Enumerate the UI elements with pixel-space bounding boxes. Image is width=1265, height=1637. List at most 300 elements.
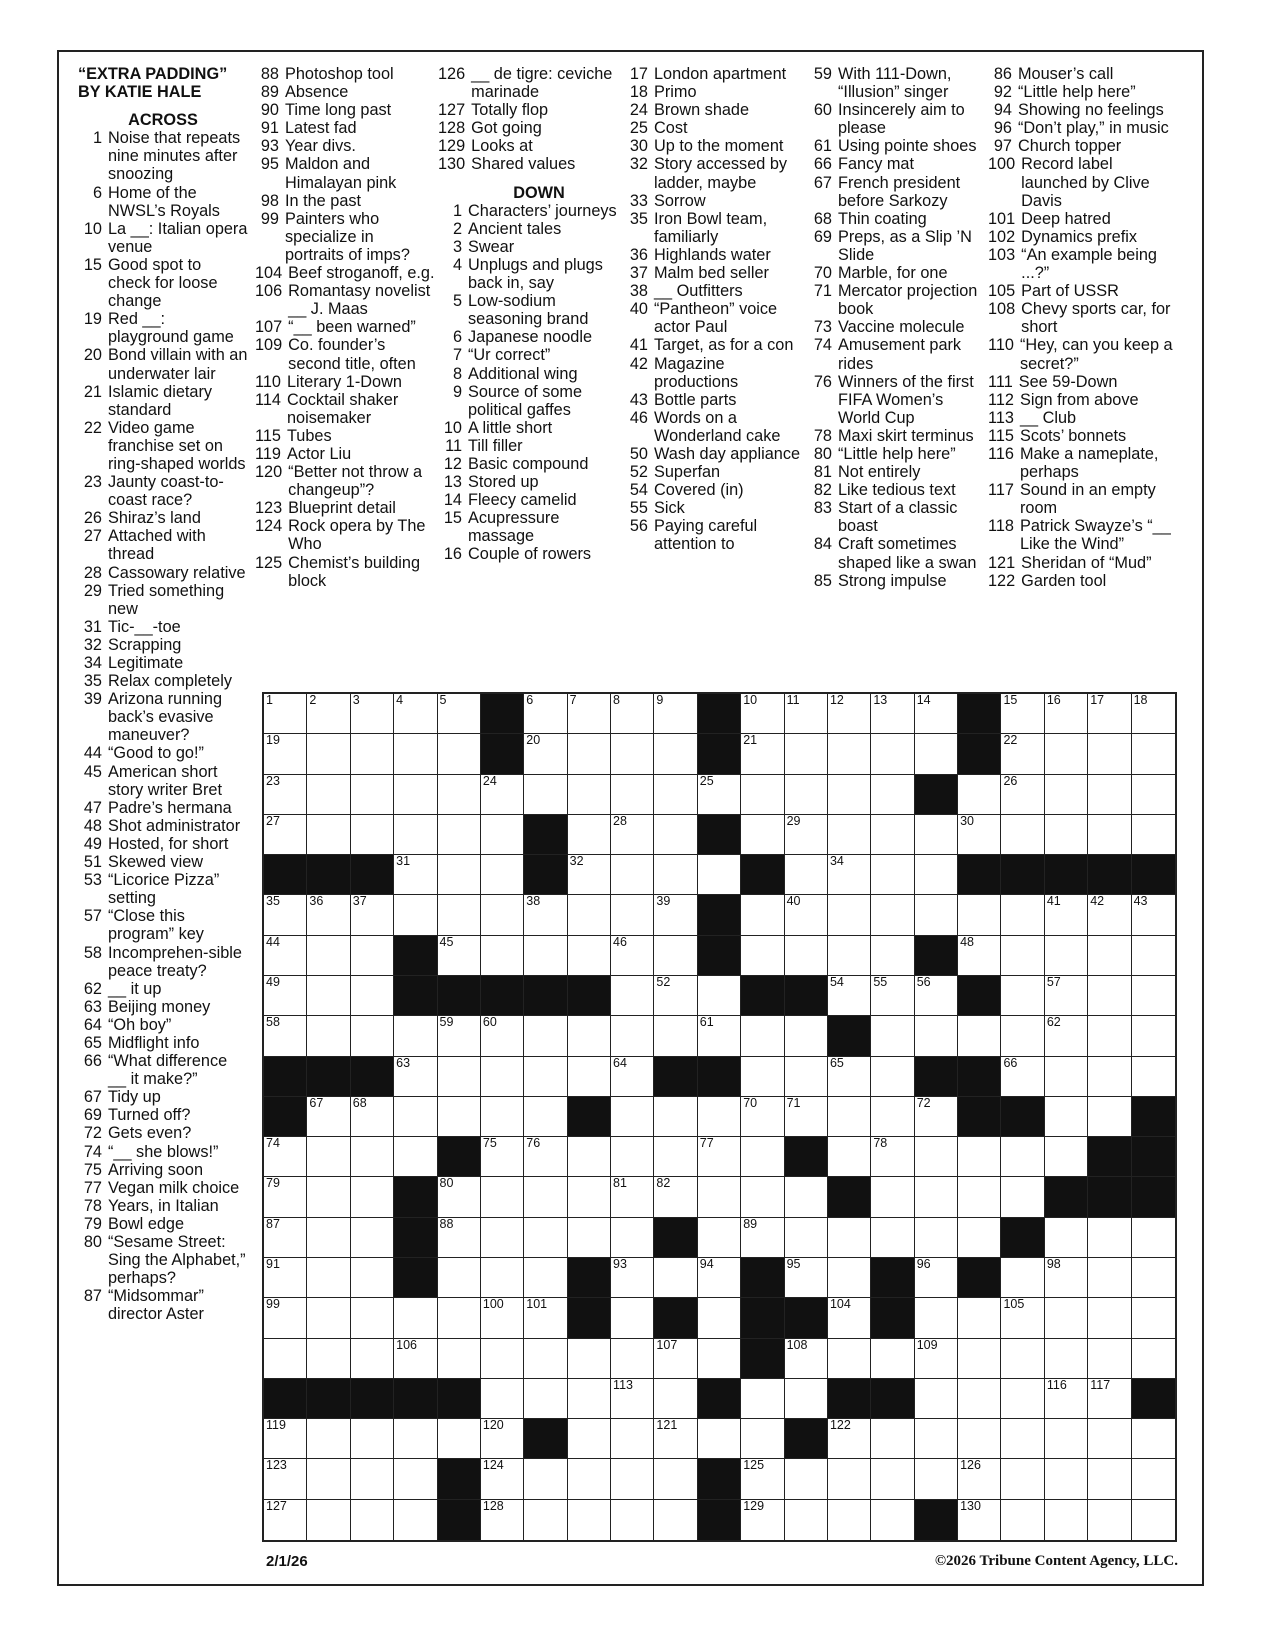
grid-cell[interactable] [654, 1379, 697, 1419]
grid-cell[interactable] [351, 1097, 394, 1137]
grid-cell[interactable] [351, 976, 394, 1016]
grid-cell[interactable] [481, 1258, 524, 1298]
grid-cell[interactable] [611, 1298, 654, 1338]
grid-cell[interactable] [524, 775, 567, 815]
grid-cell[interactable] [611, 1419, 654, 1459]
grid-cell[interactable] [741, 1379, 784, 1419]
grid-cell[interactable] [741, 936, 784, 976]
grid-cell[interactable] [351, 936, 394, 976]
grid-cell[interactable] [1132, 895, 1175, 935]
grid-cell[interactable] [611, 1258, 654, 1298]
grid-cell[interactable] [611, 734, 654, 774]
grid-cell[interactable] [871, 1057, 914, 1097]
grid-cell[interactable] [481, 775, 524, 815]
grid-cell[interactable] [307, 1177, 350, 1217]
grid-cell[interactable] [1132, 1339, 1175, 1379]
grid-cell[interactable] [785, 734, 828, 774]
grid-cell[interactable] [481, 815, 524, 855]
grid-cell[interactable] [264, 1177, 307, 1217]
grid-cell[interactable] [524, 1339, 567, 1379]
grid-cell[interactable] [264, 694, 307, 734]
grid-cell[interactable] [1045, 1097, 1088, 1137]
grid-cell[interactable] [698, 1258, 741, 1298]
grid-cell[interactable] [438, 1016, 481, 1056]
grid-cell[interactable] [741, 1177, 784, 1217]
grid-cell[interactable] [785, 1459, 828, 1499]
grid-cell[interactable] [915, 1218, 958, 1258]
grid-cell[interactable] [915, 855, 958, 895]
grid-cell[interactable] [654, 895, 697, 935]
grid-cell[interactable] [915, 1137, 958, 1177]
grid-cell[interactable] [654, 936, 697, 976]
grid-cell[interactable] [307, 775, 350, 815]
grid-cell[interactable] [698, 1298, 741, 1338]
grid-cell[interactable] [915, 815, 958, 855]
grid-cell[interactable] [394, 775, 437, 815]
grid-cell[interactable] [741, 1459, 784, 1499]
grid-cell[interactable] [1088, 895, 1131, 935]
grid-cell[interactable] [1045, 815, 1088, 855]
grid-cell[interactable] [438, 1177, 481, 1217]
grid-cell[interactable] [1132, 1298, 1175, 1338]
grid-cell[interactable] [741, 1218, 784, 1258]
grid-cell[interactable] [1045, 1379, 1088, 1419]
grid-cell[interactable] [1001, 1298, 1044, 1338]
grid-cell[interactable] [741, 694, 784, 734]
grid-cell[interactable] [871, 1419, 914, 1459]
grid-cell[interactable] [915, 1459, 958, 1499]
grid-cell[interactable] [264, 1298, 307, 1338]
grid-cell[interactable] [568, 694, 611, 734]
grid-cell[interactable] [264, 936, 307, 976]
grid-cell[interactable] [307, 1500, 350, 1540]
grid-cell[interactable] [1001, 1258, 1044, 1298]
grid-cell[interactable] [871, 855, 914, 895]
grid-cell[interactable] [1001, 1137, 1044, 1177]
grid-cell[interactable] [785, 1339, 828, 1379]
grid-cell[interactable] [438, 1218, 481, 1258]
grid-cell[interactable] [1001, 1177, 1044, 1217]
grid-cell[interactable] [958, 1137, 1001, 1177]
grid-cell[interactable] [1088, 1298, 1131, 1338]
grid-cell[interactable] [481, 1016, 524, 1056]
grid-cell[interactable] [611, 1339, 654, 1379]
grid-cell[interactable] [1045, 734, 1088, 774]
grid-cell[interactable] [741, 734, 784, 774]
grid-cell[interactable] [1001, 1419, 1044, 1459]
grid-cell[interactable] [785, 895, 828, 935]
grid-cell[interactable] [741, 1097, 784, 1137]
grid-cell[interactable] [1045, 1298, 1088, 1338]
grid-cell[interactable] [524, 1298, 567, 1338]
grid-cell[interactable] [307, 1298, 350, 1338]
grid-cell[interactable] [785, 1057, 828, 1097]
grid-cell[interactable] [1001, 815, 1044, 855]
grid-cell[interactable] [351, 1016, 394, 1056]
grid-cell[interactable] [524, 1459, 567, 1499]
grid-cell[interactable] [611, 1218, 654, 1258]
grid-cell[interactable] [828, 1097, 871, 1137]
grid-cell[interactable] [264, 815, 307, 855]
grid-cell[interactable] [351, 1218, 394, 1258]
grid-cell[interactable] [958, 1016, 1001, 1056]
grid-cell[interactable] [568, 1379, 611, 1419]
grid-cell[interactable] [481, 855, 524, 895]
grid-cell[interactable] [828, 815, 871, 855]
grid-cell[interactable] [394, 855, 437, 895]
grid-cell[interactable] [1045, 976, 1088, 1016]
grid-cell[interactable] [1045, 1419, 1088, 1459]
grid-cell[interactable] [568, 1016, 611, 1056]
grid-cell[interactable] [958, 775, 1001, 815]
grid-cell[interactable] [524, 1500, 567, 1540]
grid-cell[interactable] [1045, 1057, 1088, 1097]
grid-cell[interactable] [394, 1298, 437, 1338]
grid-cell[interactable] [1132, 1419, 1175, 1459]
grid-cell[interactable] [654, 1500, 697, 1540]
grid-cell[interactable] [307, 1419, 350, 1459]
grid-cell[interactable] [307, 936, 350, 976]
grid-cell[interactable] [828, 1419, 871, 1459]
grid-cell[interactable] [394, 1459, 437, 1499]
grid-cell[interactable] [307, 1218, 350, 1258]
grid-cell[interactable] [1045, 1459, 1088, 1499]
grid-cell[interactable] [438, 936, 481, 976]
grid-cell[interactable] [394, 734, 437, 774]
grid-cell[interactable] [958, 936, 1001, 976]
grid-cell[interactable] [524, 1177, 567, 1217]
grid-cell[interactable] [481, 936, 524, 976]
grid-cell[interactable] [264, 895, 307, 935]
grid-cell[interactable] [307, 815, 350, 855]
grid-cell[interactable] [524, 1016, 567, 1056]
grid-cell[interactable] [1001, 775, 1044, 815]
grid-cell[interactable] [785, 815, 828, 855]
grid-cell[interactable] [1045, 895, 1088, 935]
grid-cell[interactable] [481, 1177, 524, 1217]
grid-cell[interactable] [438, 1298, 481, 1338]
grid-cell[interactable] [915, 1298, 958, 1338]
grid-cell[interactable] [871, 734, 914, 774]
grid-cell[interactable] [1088, 1379, 1131, 1419]
grid-cell[interactable] [785, 775, 828, 815]
grid-cell[interactable] [438, 1097, 481, 1137]
grid-cell[interactable] [1088, 694, 1131, 734]
grid-cell[interactable] [1088, 1339, 1131, 1379]
grid-cell[interactable] [438, 694, 481, 734]
grid-cell[interactable] [1132, 775, 1175, 815]
grid-cell[interactable] [698, 1339, 741, 1379]
grid-cell[interactable] [611, 1137, 654, 1177]
grid-cell[interactable] [654, 734, 697, 774]
grid-cell[interactable] [785, 1177, 828, 1217]
grid-cell[interactable] [351, 1137, 394, 1177]
grid-cell[interactable] [1132, 976, 1175, 1016]
grid-cell[interactable] [915, 1177, 958, 1217]
grid-cell[interactable] [828, 1258, 871, 1298]
grid-cell[interactable] [611, 775, 654, 815]
grid-cell[interactable] [481, 1459, 524, 1499]
grid-cell[interactable] [1045, 1339, 1088, 1379]
grid-cell[interactable] [1088, 1057, 1131, 1097]
grid-cell[interactable] [958, 1419, 1001, 1459]
grid-cell[interactable] [1132, 1258, 1175, 1298]
grid-cell[interactable] [351, 694, 394, 734]
grid-cell[interactable] [741, 775, 784, 815]
grid-cell[interactable] [1132, 694, 1175, 734]
grid-cell[interactable] [871, 775, 914, 815]
grid-cell[interactable] [351, 1339, 394, 1379]
grid-cell[interactable] [307, 1137, 350, 1177]
grid-cell[interactable] [1001, 694, 1044, 734]
grid-cell[interactable] [568, 775, 611, 815]
grid-cell[interactable] [1001, 1500, 1044, 1540]
grid-cell[interactable] [568, 1218, 611, 1258]
grid-cell[interactable] [828, 855, 871, 895]
grid-cell[interactable] [524, 1137, 567, 1177]
grid-cell[interactable] [654, 1177, 697, 1217]
grid-cell[interactable] [828, 1137, 871, 1177]
grid-cell[interactable] [915, 1379, 958, 1419]
grid-cell[interactable] [438, 855, 481, 895]
grid-cell[interactable] [958, 1298, 1001, 1338]
grid-cell[interactable] [958, 1379, 1001, 1419]
grid-cell[interactable] [915, 1097, 958, 1137]
grid-cell[interactable] [568, 815, 611, 855]
grid-cell[interactable] [828, 775, 871, 815]
grid-cell[interactable] [654, 775, 697, 815]
grid-cell[interactable] [264, 1137, 307, 1177]
grid-cell[interactable] [351, 1459, 394, 1499]
grid-cell[interactable] [568, 1419, 611, 1459]
grid-cell[interactable] [264, 1500, 307, 1540]
grid-cell[interactable] [264, 775, 307, 815]
grid-cell[interactable] [698, 1177, 741, 1217]
grid-cell[interactable] [915, 1419, 958, 1459]
grid-cell[interactable] [1132, 734, 1175, 774]
grid-cell[interactable] [264, 1258, 307, 1298]
grid-cell[interactable] [871, 1177, 914, 1217]
grid-cell[interactable] [611, 1459, 654, 1499]
grid-cell[interactable] [654, 1016, 697, 1056]
grid-cell[interactable] [351, 1298, 394, 1338]
grid-cell[interactable] [958, 1177, 1001, 1217]
grid-cell[interactable] [568, 1459, 611, 1499]
grid-cell[interactable] [394, 815, 437, 855]
grid-cell[interactable] [481, 1137, 524, 1177]
grid-cell[interactable] [654, 1459, 697, 1499]
grid-cell[interactable] [568, 734, 611, 774]
grid-cell[interactable] [1132, 815, 1175, 855]
grid-cell[interactable] [698, 855, 741, 895]
grid-cell[interactable] [871, 1339, 914, 1379]
grid-cell[interactable] [785, 694, 828, 734]
grid-cell[interactable] [524, 1057, 567, 1097]
grid-cell[interactable] [915, 694, 958, 734]
grid-cell[interactable] [871, 1500, 914, 1540]
grid-cell[interactable] [264, 1459, 307, 1499]
grid-cell[interactable] [958, 1339, 1001, 1379]
grid-cell[interactable] [1045, 1500, 1088, 1540]
grid-cell[interactable] [524, 936, 567, 976]
grid-cell[interactable] [654, 1097, 697, 1137]
grid-cell[interactable] [1132, 936, 1175, 976]
grid-cell[interactable] [871, 1137, 914, 1177]
grid-cell[interactable] [481, 1339, 524, 1379]
grid-cell[interactable] [1088, 775, 1131, 815]
grid-cell[interactable] [958, 895, 1001, 935]
grid-cell[interactable] [307, 1258, 350, 1298]
grid-cell[interactable] [524, 1258, 567, 1298]
grid-cell[interactable] [1132, 1057, 1175, 1097]
grid-cell[interactable] [394, 1339, 437, 1379]
grid-cell[interactable] [611, 694, 654, 734]
grid-cell[interactable] [958, 1218, 1001, 1258]
grid-cell[interactable] [568, 1137, 611, 1177]
grid-cell[interactable] [438, 734, 481, 774]
grid-cell[interactable] [481, 1057, 524, 1097]
grid-cell[interactable] [438, 895, 481, 935]
grid-cell[interactable] [1045, 1137, 1088, 1177]
grid-cell[interactable] [1088, 734, 1131, 774]
grid-cell[interactable] [568, 895, 611, 935]
grid-cell[interactable] [654, 976, 697, 1016]
grid-cell[interactable] [871, 976, 914, 1016]
grid-cell[interactable] [481, 1097, 524, 1137]
grid-cell[interactable] [698, 775, 741, 815]
grid-cell[interactable] [828, 1298, 871, 1338]
grid-cell[interactable] [611, 1379, 654, 1419]
grid-cell[interactable] [654, 815, 697, 855]
grid-cell[interactable] [524, 1218, 567, 1258]
grid-cell[interactable] [568, 936, 611, 976]
grid-cell[interactable] [568, 1057, 611, 1097]
grid-cell[interactable] [307, 1097, 350, 1137]
grid-cell[interactable] [351, 734, 394, 774]
grid-cell[interactable] [654, 1258, 697, 1298]
grid-cell[interactable] [611, 1500, 654, 1540]
grid-cell[interactable] [828, 1339, 871, 1379]
grid-cell[interactable] [394, 694, 437, 734]
grid-cell[interactable] [785, 936, 828, 976]
grid-cell[interactable] [611, 1097, 654, 1137]
grid-cell[interactable] [307, 1339, 350, 1379]
grid-cell[interactable] [698, 1016, 741, 1056]
grid-cell[interactable] [611, 815, 654, 855]
grid-cell[interactable] [481, 1419, 524, 1459]
grid-cell[interactable] [611, 976, 654, 1016]
grid-cell[interactable] [828, 1218, 871, 1258]
grid-cell[interactable] [871, 1459, 914, 1499]
grid-cell[interactable] [264, 1016, 307, 1056]
grid-cell[interactable] [1088, 1419, 1131, 1459]
grid-cell[interactable] [307, 976, 350, 1016]
grid-cell[interactable] [1001, 895, 1044, 935]
grid-cell[interactable] [481, 1218, 524, 1258]
grid-cell[interactable] [351, 1177, 394, 1217]
grid-cell[interactable] [307, 734, 350, 774]
grid-cell[interactable] [828, 694, 871, 734]
grid-cell[interactable] [1001, 1016, 1044, 1056]
grid-cell[interactable] [481, 895, 524, 935]
grid-cell[interactable] [611, 895, 654, 935]
grid-cell[interactable] [654, 1419, 697, 1459]
grid-cell[interactable] [611, 1016, 654, 1056]
grid-cell[interactable] [524, 1379, 567, 1419]
grid-cell[interactable] [568, 1500, 611, 1540]
grid-cell[interactable] [438, 1258, 481, 1298]
grid-cell[interactable] [741, 1137, 784, 1177]
grid-cell[interactable] [785, 855, 828, 895]
grid-cell[interactable] [394, 1097, 437, 1137]
grid-cell[interactable] [611, 936, 654, 976]
grid-cell[interactable] [394, 1500, 437, 1540]
grid-cell[interactable] [1001, 734, 1044, 774]
grid-cell[interactable] [958, 1500, 1001, 1540]
grid-cell[interactable] [524, 734, 567, 774]
grid-cell[interactable] [351, 1500, 394, 1540]
grid-cell[interactable] [698, 976, 741, 1016]
grid-cell[interactable] [871, 1016, 914, 1056]
grid-cell[interactable] [915, 734, 958, 774]
grid-cell[interactable] [524, 1097, 567, 1137]
grid-cell[interactable] [958, 815, 1001, 855]
grid-cell[interactable] [915, 1339, 958, 1379]
grid-cell[interactable] [438, 1057, 481, 1097]
grid-cell[interactable] [438, 1339, 481, 1379]
grid-cell[interactable] [785, 1379, 828, 1419]
grid-cell[interactable] [741, 1016, 784, 1056]
grid-cell[interactable] [394, 895, 437, 935]
grid-cell[interactable] [915, 1258, 958, 1298]
grid-cell[interactable] [1088, 1500, 1131, 1540]
grid-cell[interactable] [828, 1459, 871, 1499]
grid-cell[interactable] [1088, 976, 1131, 1016]
grid-cell[interactable] [1132, 1016, 1175, 1056]
grid-cell[interactable] [524, 694, 567, 734]
grid-cell[interactable] [741, 1500, 784, 1540]
grid-cell[interactable] [1088, 1459, 1131, 1499]
grid-cell[interactable] [785, 1500, 828, 1540]
grid-cell[interactable] [741, 1057, 784, 1097]
grid-cell[interactable] [871, 1218, 914, 1258]
grid-cell[interactable] [828, 936, 871, 976]
grid-cell[interactable] [351, 1258, 394, 1298]
grid-cell[interactable] [785, 1016, 828, 1056]
grid-cell[interactable] [871, 815, 914, 855]
grid-cell[interactable] [958, 1459, 1001, 1499]
grid-cell[interactable] [394, 1057, 437, 1097]
grid-cell[interactable] [698, 1218, 741, 1258]
grid-cell[interactable] [264, 976, 307, 1016]
grid-cell[interactable] [307, 1459, 350, 1499]
grid-cell[interactable] [481, 1500, 524, 1540]
grid-cell[interactable] [654, 855, 697, 895]
grid-cell[interactable] [1001, 1459, 1044, 1499]
grid-cell[interactable] [741, 895, 784, 935]
grid-cell[interactable] [1132, 1459, 1175, 1499]
grid-cell[interactable] [1088, 1097, 1131, 1137]
grid-cell[interactable] [481, 1379, 524, 1419]
grid-cell[interactable] [871, 694, 914, 734]
grid-cell[interactable] [307, 1016, 350, 1056]
grid-cell[interactable] [1088, 936, 1131, 976]
grid-cell[interactable] [741, 815, 784, 855]
grid-cell[interactable] [1001, 936, 1044, 976]
grid-cell[interactable] [828, 734, 871, 774]
grid-cell[interactable] [438, 815, 481, 855]
grid-cell[interactable] [698, 1419, 741, 1459]
